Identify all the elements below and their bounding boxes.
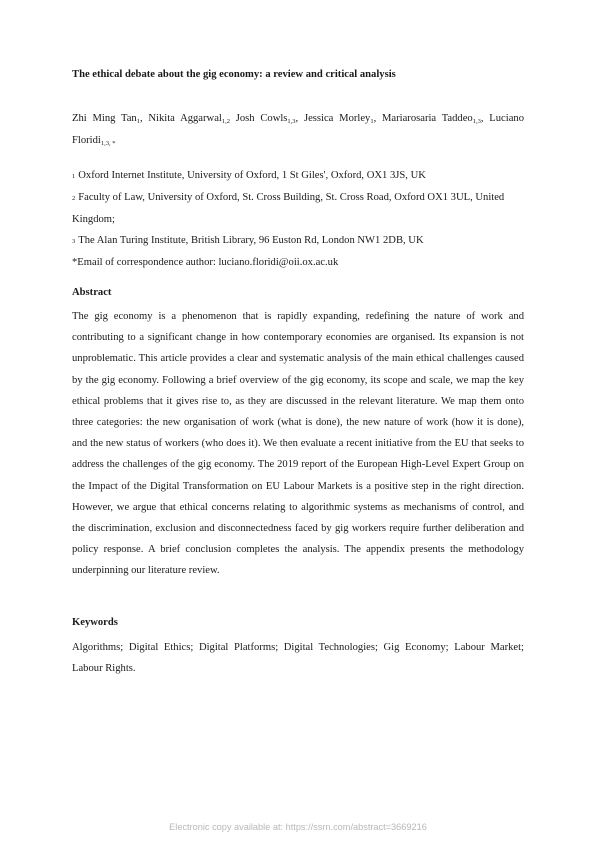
abstract-text: The gig economy is a phenomenon that is rapidly expanding, redefining the nature of work and contributing to a significant change in how contemporary economies are organised. Its expansion is not unproblematic. This article provides a clear and systematic analysis of the main ethical challenges caused by the gig economy. Following a brief overview of the gig economy, its scope and scale, we map the key ethical problems that it gives rise to, as they are discussed in the relevant literature. We map them onto three categories: the new organisation of work (what is done), the new nature of work (how it is done), and the new status of workers (who does it). We then evaluate a recent initiative from the EU that seeks to address the challenges of the gig economy. The 2019 report of the European High-Level Expert Group on the Impact of the Digital Transformation on EU Labour Markets is a positive step in the right direction. However, we argue that ethical concerns relating to algorithmic systems as mechanisms of control, and the discrimination, exclusion and disconnectedness faced by gig workers require further deliberation and policy response. A brief conclusion completes the analysis. The appendix presents the methodology underpinning our literature review. [72,311,524,577]
author-name: Jessica Morley1 [303,113,374,125]
paper-title: The ethical debate about the gig economy: a review and critical analysis [72,69,396,80]
keywords-heading: Keywords [72,616,118,628]
author-affiliation-marker: 1,3, * [100,140,116,147]
author-name: Zhi Ming Tan1 [72,113,140,125]
affiliation-item: 2 Faculty of Law, University of Oxford, St. Cross Building, St. Cross Road, Oxford OX1 3UL, United Kingdom; [72,192,505,225]
author-affiliation-marker: 1,3 [472,118,481,125]
affiliation-number: 1 [72,173,76,180]
author-name: Mariarosaria Taddeo1,3 [382,113,481,125]
abstract-heading: Abstract [72,287,112,298]
correspondence-email: *Email of correspondence author: luciano.floridi@oii.ox.ac.uk [72,257,339,268]
affiliation-item: 3 The Alan Turing Institute, British Library, 96 Euston Rd, London NW1 2DB, UK [72,235,424,246]
author-affiliation-marker: 1 [136,118,140,125]
affiliation-list [72,165,524,273]
affiliation-item: 1 Oxford Internet Institute, University of Oxford, 1 St Giles', Oxford, OX1 3JS, UK [72,170,426,181]
ssrn-footer-link[interactable]: Electronic copy available at: https://ssrn.com/abstract=3669216 [169,822,427,832]
author-affiliation-marker: 1 [370,118,374,125]
author-list: Zhi Ming Tan1, Nikita Aggarwal1,2 Josh Cowls1,3, Jessica Morley1, Mariarosaria Taddeo1,3, Luciano Floridi1,3, * [72,113,524,147]
affiliation-number: 2 [72,195,76,202]
author-name: Luciano Floridi1,3, * [72,113,524,147]
author-name: Josh Cowls1,3 [235,113,296,125]
author-affiliation-marker: 1,3 [287,118,296,125]
keywords-text: Algorithms; Digital Ethics; Digital Platforms; Digital Technologies; Gig Economy; Labour Market; Labour Rights. [72,641,524,674]
paper-page [72,68,524,679]
author-name: Nikita Aggarwal1,2 [148,113,230,125]
affiliation-number: 3 [72,238,76,245]
author-affiliation-marker: 1,2 [221,118,230,125]
